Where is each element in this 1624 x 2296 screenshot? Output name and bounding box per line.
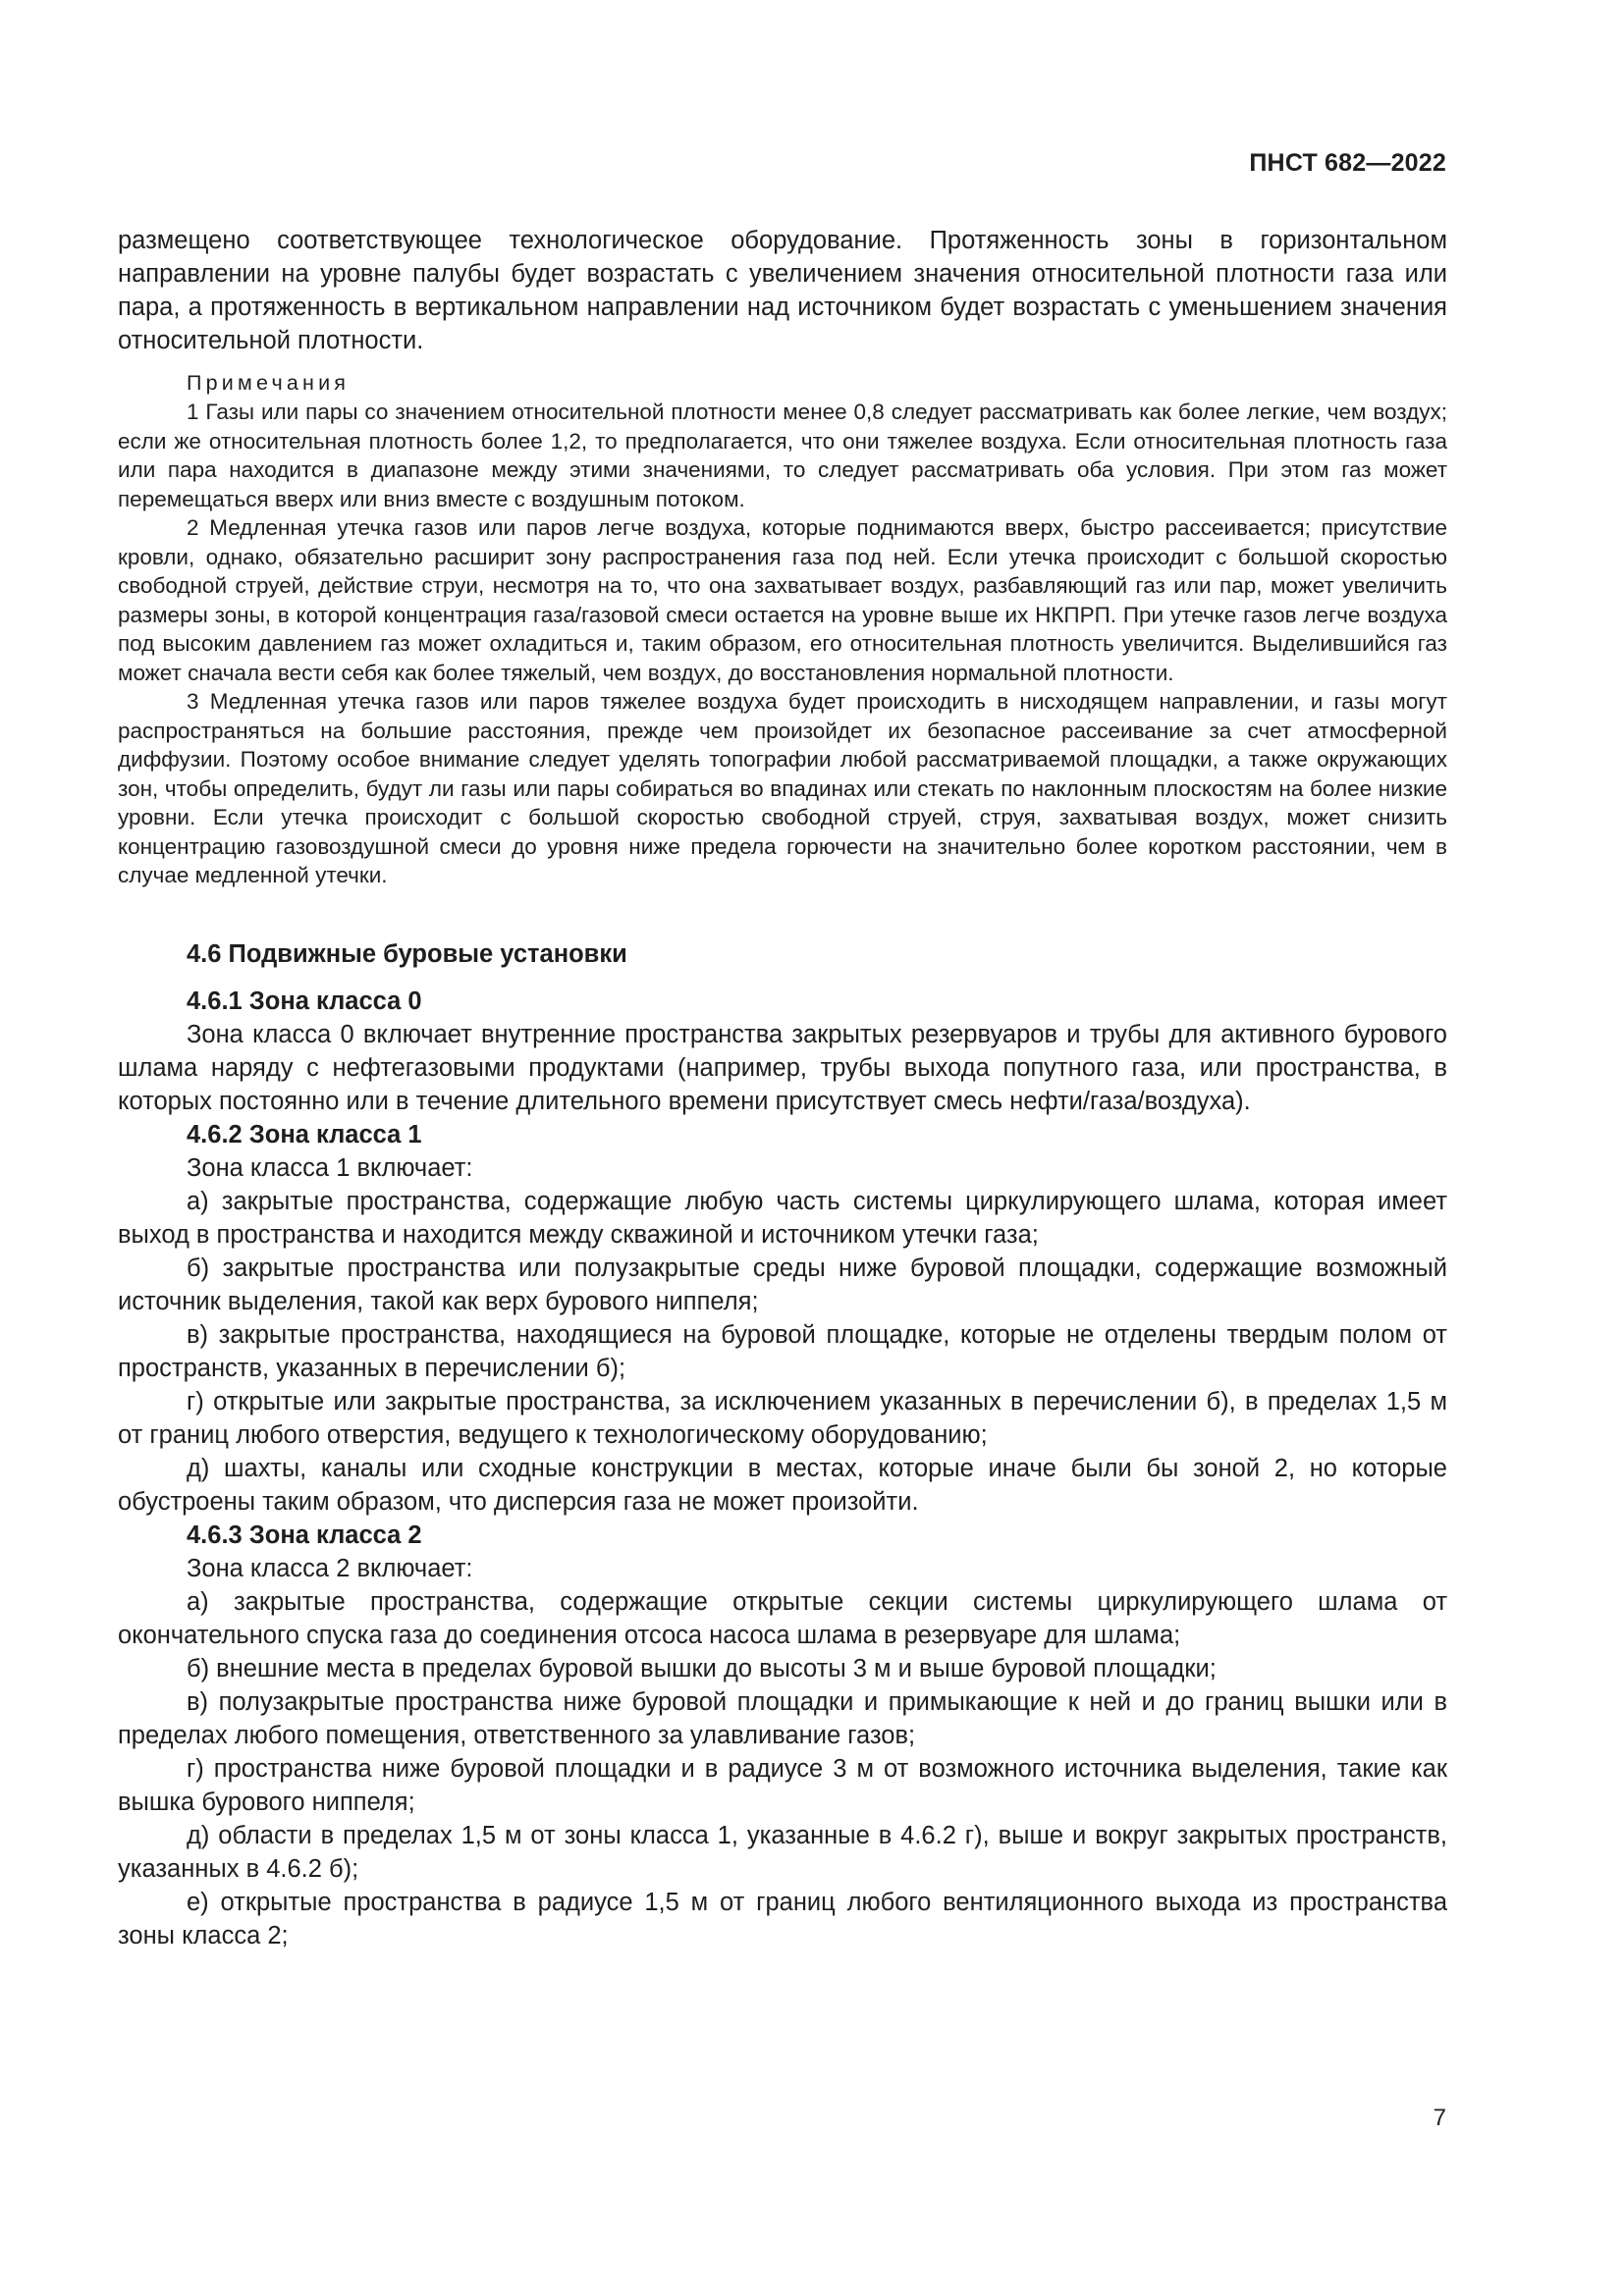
document-id-header: ПНСТ 682—2022: [1249, 149, 1446, 177]
page-number: 7: [1433, 2105, 1446, 2131]
section-4-6-3-intro: Зона класса 2 включает:: [187, 1554, 473, 1582]
section-4-6-heading: 4.6 Подвижные буровые установки: [187, 939, 627, 968]
section-4-6-2-item-g: г) открытые или закрытые пространства, за исключением указанных в перечислении б), в пределах 1,5 м от границ любого отверстия, ведущего к технологическому оборудованию;: [118, 1387, 1447, 1449]
note-item-3: 3 Медленная утечка газов или паров тяжелее воздуха будет происходить в нисходящем направлении, и газы могут распространяться на большие расстояния, прежде чем произойдет их безопасное рассеивание за счет атмосферной диффузии. Поэтому особое внимание следует уделять топографии любой рассматриваемой площадки, а также окружающих зон, чтобы определить, будут ли газы или пары собираться во впадинах или стекать по наклонным плоскостям на более низкие уровни. Если утечка происходит с большой скоростью свободной струей, струя, захватывая воздух, может снизить концентрацию газовоздушной смеси до уровня ниже предела горючести на значительно более коротком расстоянии, чем в случае медленной утечки.: [118, 689, 1447, 887]
section-4-6-3-item-g: г) пространства ниже буровой площадки и в радиусе 3 м от возможного источника выделения, такие как вышка бурового ниппеля;: [118, 1754, 1447, 1816]
intro-paragraph: размещено соответствующее технологическое оборудование. Протяженность зоны в горизонтальном направлении на уровне палубы будет возрастать с увеличением значения относительной плотности газа или пара, а протяженность в вертикальном направлении над источником будет возрастать с уменьшением значения относительной плотности.: [118, 227, 1447, 354]
section-4-6-2-item-a: а) закрытые пространства, содержащие любую часть системы циркулирующего шлама, которая имеет выход в пространства и находится между скважиной и источником утечки газа;: [118, 1187, 1447, 1249]
section-4-6-3-item-e: е) открытые пространства в радиусе 1,5 м от границ любого вентиляционного выхода из пространства зоны класса 2;: [118, 1888, 1447, 1949]
section-4-6-3-item-b: б) внешние места в пределах буровой вышки до высоты 3 м и выше буровой площадки;: [187, 1654, 1217, 1682]
section-4-6-2-item-d: д) шахты, каналы или сходные конструкции в местах, которые иначе были бы зоной 2, но которые обустроены таким образом, что дисперсия газа не может произойти.: [118, 1454, 1447, 1516]
section-4-6-3-item-d: д) области в пределах 1,5 м от зоны класса 1, указанные в 4.6.2 г), выше и вокруг закрытых пространств, указанных в 4.6.2 б);: [118, 1821, 1447, 1883]
note-item-2: 2 Медленная утечка газов или паров легче воздуха, которые поднимаются вверх, быстро рассеивается; присутствие кровли, однако, обязательно расширит зону распространения газа под ней. Если утечка происходит с большой скоростью свободной струей, действие струи, несмотря на то, что она захватывает воздух, разбавляющий газ или пар, может увеличить размеры зоны, в которой концентрация газа/газовой смеси остается на уровне выше их НКПРП. При утечке газов легче воздуха под высоким давлением газ может охладиться и, таким образом, его относительная плотность увеличится. Выделившийся газ может сначала вести себя как более тяжелый, чем воздух, до восстановления нормальной плотности.: [118, 515, 1447, 685]
section-4-6-2-heading: 4.6.2 Зона класса 1: [187, 1120, 422, 1148]
page-content: [118, 224, 1447, 1952]
notes-block: [118, 369, 1447, 890]
section-4-6-1-heading: 4.6.1 Зона класса 0: [187, 987, 422, 1015]
section-4-6-2-item-v: в) закрытые пространства, находящиеся на буровой площадке, которые не отделены твердым полом от пространств, указанных в перечислении б);: [118, 1320, 1447, 1382]
section-4-6-3-item-a: а) закрытые пространства, содержащие открытые секции системы циркулирующего шлама от окончательного спуска газа до соединения отсоса насоса шлама в резервуаре для шлама;: [118, 1587, 1447, 1649]
section-4-6-1-text: Зона класса 0 включает внутренние пространства закрытых резервуаров и трубы для активного бурового шлама наряду с нефтегазовыми продуктами (например, трубы выхода попутного газа, или пространства, в которых постоянно или в течение длительного времени присутствует смесь нефти/газа/воздуха).: [118, 1020, 1447, 1115]
notes-title: Примечания: [187, 371, 351, 395]
section-4-6-2-item-b: б) закрытые пространства или полузакрытые среды ниже буровой площадки, содержащие возможный источник выделения, такой как верх бурового ниппеля;: [118, 1254, 1447, 1315]
section-4-6-3-item-v: в) полузакрытые пространства ниже буровой площадки и примыкающие к ней и до границ вышки или в пределах любого помещения, ответственного за улавливание газов;: [118, 1687, 1447, 1749]
note-item-1: 1 Газы или пары со значением относительной плотности менее 0,8 следует рассматривать как более легкие, чем воздух; если же относительная плотность более 1,2, то предполагается, что они тяжелее воздуха. Если относительная плотность газа или пара находится в диапазоне между этими значениями, то следует рассматривать оба условия. При этом газ может перемещаться вверх или вниз вместе с воздушным потоком.: [118, 400, 1447, 511]
section-4-6-3-heading: 4.6.3 Зона класса 2: [187, 1521, 422, 1549]
section-4-6-2-intro: Зона класса 1 включает:: [187, 1153, 473, 1182]
